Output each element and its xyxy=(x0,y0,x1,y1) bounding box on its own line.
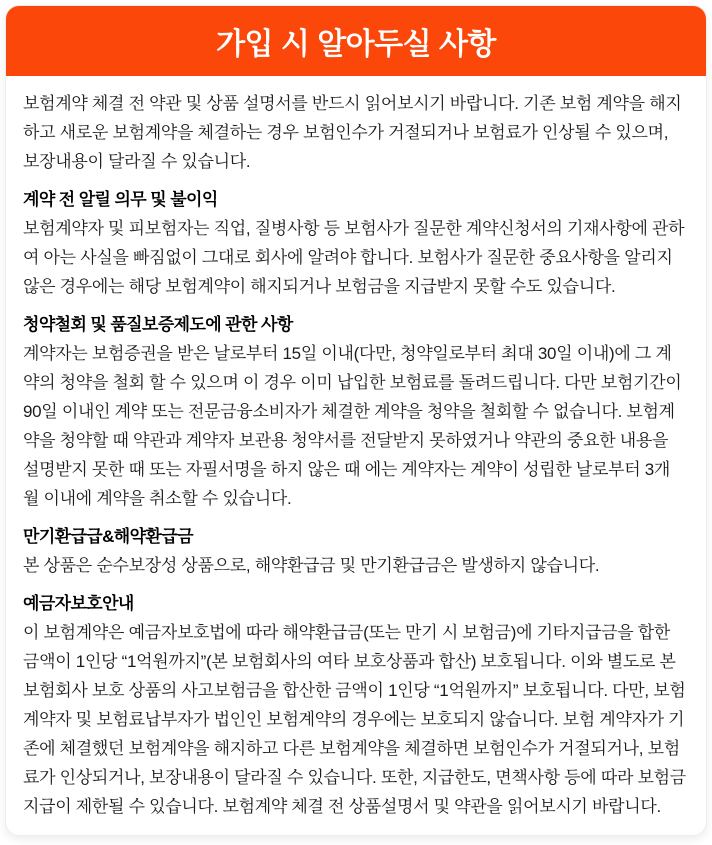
section-heading: 예금자보호안내 xyxy=(23,594,134,613)
section-depositor-protection xyxy=(23,589,686,821)
section-withdrawal-quality-assurance xyxy=(23,310,686,513)
intro-paragraph: 보험계약 체결 전 약관 및 상품 설명서를 반드시 읽어보시기 바랍니다. 기존 보험 계약을 해지하고 새로운 보험계약을 체결하는 경우 보험인수가 거절되거나 보험료가 인상될 수 있으며, 보장내용이 달라질 수 있습니다. xyxy=(23,94,682,171)
page-title: 가입 시 알아두실 사항 xyxy=(216,28,496,61)
section-pre-contract-disclosure xyxy=(23,185,686,301)
notice-body xyxy=(6,76,706,835)
section-heading: 만기환급급&해약환급금 xyxy=(23,527,193,546)
section-paragraph: 계약자는 보험증권을 받은 날로부터 15일 이내(다만, 청약일로부터 최대 30일 이내)에 그 계약의 청약을 철회 할 수 있으며 이 경우 이미 납입한 보험료를 돌려드립니다. 다만 보험기간이 90일 이내인 계약 또는 전문금융소비자가 체결한 계약을 청약을 철회할 수 없습니다. 보험계약을 청약할 때 약관과 계약자 보관용 청약서를 전달받지 못하였거나 약관의 중요한 내용을 설명받지 못한 때 또는 자필서명을 하지 않은 때 에는 계약자는 계약이 성립한 날로부터 3개월 이내에 계약을 취소할 수 있습니다. xyxy=(23,344,682,508)
notice-header-banner xyxy=(6,6,706,76)
section-paragraph: 본 상품은 순수보장성 상품으로, 해약환급금 및 만기환급금은 발생하지 않습니다. xyxy=(23,556,600,575)
section-paragraph: 보험계약자 및 피보험자는 직업, 질병사항 등 보험사가 질문한 계약신청서의 기재사항에 관하여 아는 사실을 빠짐없이 그대로 회사에 알려야 합니다. 보험사가 질문한 중요사항을 알리지 않은 경우에는 해당 보험계약이 해지되거나 보험금을 지급받지 못할 수도 있습니다. xyxy=(23,219,685,296)
signup-notice-card xyxy=(5,5,707,836)
section-paragraph: 이 보험계약은 예금자보호법에 따라 해약환급금(또는 만기 시 보험금)에 기타지급금을 합한 금액이 1인당 “1억원까지”(본 보험회사의 여타 보호상품과 합산) 보호됩니다. 이와 별도로 본 보험회사 보호 상품의 사고보험금을 합산한 금액이 1인당 “1억원까지” 보호됩니다. 다만, 보험계약자 및 보험료납부자가 법인인 보험계약의 경우에는 보호되지 않습니다. 보험 계약자가 기존에 체결했던 보험계약을 해지하고 다른 보험계약을 체결하면 보험인수가 거절되거나, 보험료가 인상되거나, 보장내용이 달라질 수 있습니다. 또한, 지급한도, 면책사항 등에 따라 보험금 지급이 제한될 수 있습니다. 보험계약 체결 전 상품설명서 및 약관을 읽어보시기 바랍니다. xyxy=(23,623,686,816)
section-heading: 계약 전 알릴 의무 및 불이익 xyxy=(23,190,218,209)
section-intro xyxy=(23,89,686,176)
section-maturity-surrender-refund xyxy=(23,522,686,580)
section-heading: 청약철회 및 품질보증제도에 관한 사항 xyxy=(23,315,293,334)
